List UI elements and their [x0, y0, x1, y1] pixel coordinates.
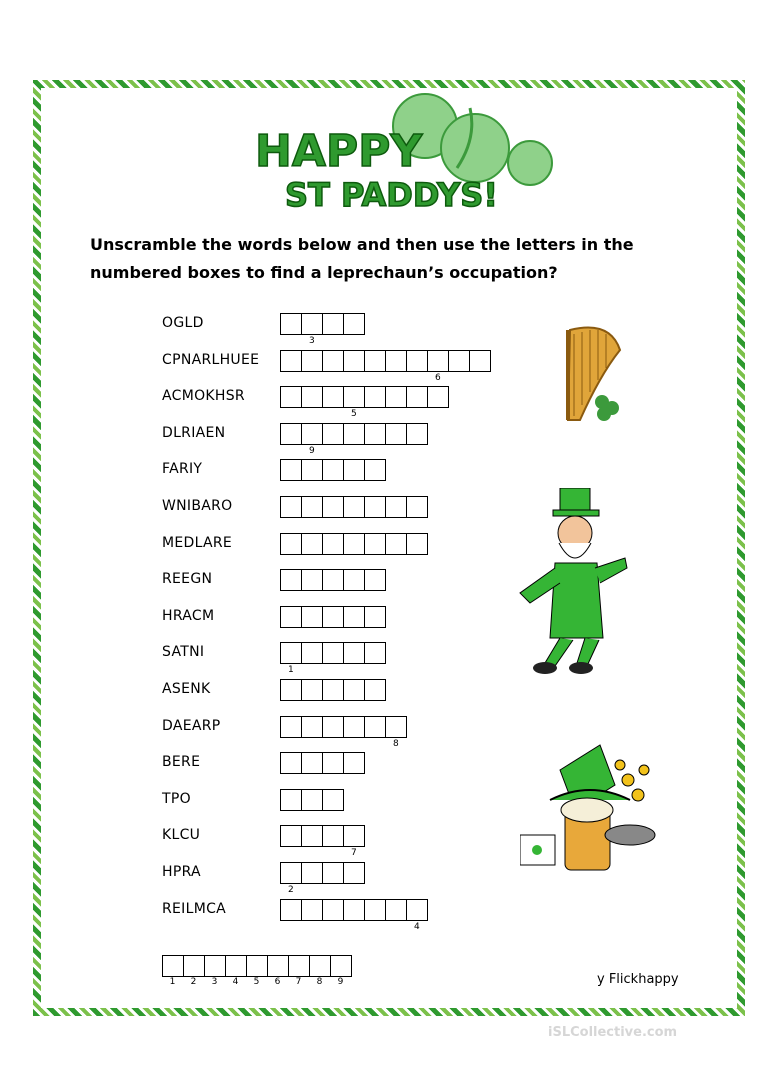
letter-box[interactable] — [469, 350, 491, 372]
letter-box-row — [280, 642, 385, 664]
letter-box[interactable] — [364, 642, 386, 664]
letter-box[interactable] — [343, 899, 365, 921]
letter-box[interactable] — [322, 642, 344, 664]
letter-box[interactable] — [280, 496, 302, 518]
letter-box[interactable] — [343, 716, 365, 738]
box-number: 1 — [288, 665, 294, 675]
letter-box[interactable] — [322, 899, 344, 921]
letter-box[interactable] — [364, 386, 386, 408]
letter-box[interactable] — [322, 569, 344, 591]
scrambled-word: REILMCA — [162, 901, 227, 917]
letter-box[interactable] — [322, 789, 344, 811]
answer-boxes — [162, 955, 351, 977]
instructions-line1: Unscramble the words below and then use the letters in the — [90, 235, 634, 254]
letter-box[interactable] — [301, 606, 323, 628]
letter-box[interactable] — [343, 313, 365, 335]
letter-box[interactable] — [343, 752, 365, 774]
letter-box[interactable] — [280, 899, 302, 921]
letter-box-row — [280, 606, 385, 628]
letter-box[interactable] — [301, 313, 323, 335]
letter-box-row — [280, 459, 385, 481]
letter-box-row — [280, 789, 343, 811]
scrambled-word: MEDLARE — [162, 535, 233, 551]
letter-box[interactable] — [364, 459, 386, 481]
answer-number: 6 — [274, 977, 281, 987]
answer-number: 2 — [190, 977, 197, 987]
letter-box[interactable] — [364, 350, 386, 372]
letter-box[interactable] — [322, 386, 344, 408]
photo-credit: y Flickhappy — [597, 972, 679, 987]
letter-box[interactable] — [301, 825, 323, 847]
scrambled-word: ACMOKHSR — [162, 388, 245, 404]
scrambled-word: ASENK — [162, 681, 211, 697]
letter-box[interactable] — [343, 350, 365, 372]
box-number: 4 — [414, 922, 420, 932]
letter-box[interactable] — [280, 606, 302, 628]
letter-box-row — [280, 679, 385, 701]
letter-box[interactable] — [364, 533, 386, 555]
harp-picture — [550, 320, 630, 430]
answer-box[interactable] — [162, 955, 184, 977]
letter-box[interactable] — [385, 716, 407, 738]
watermark: iSLCollective.com — [548, 1025, 678, 1040]
letter-box[interactable] — [385, 899, 407, 921]
letter-box[interactable] — [322, 752, 344, 774]
scrambled-word: FARIY — [162, 461, 203, 477]
letter-box-row — [280, 423, 427, 445]
letter-box[interactable] — [301, 459, 323, 481]
letter-box[interactable] — [280, 789, 302, 811]
answer-box[interactable] — [267, 955, 289, 977]
letter-box[interactable] — [301, 752, 323, 774]
box-number: 7 — [351, 848, 357, 858]
letter-box-row — [280, 386, 448, 408]
letter-box[interactable] — [364, 899, 386, 921]
instructions — [90, 231, 650, 287]
letter-box-row — [280, 752, 364, 774]
letter-box[interactable] — [322, 716, 344, 738]
letter-box-row — [280, 496, 427, 518]
scrambled-word: HPRA — [162, 864, 201, 880]
scrambled-word: REEGN — [162, 571, 213, 587]
letter-box[interactable] — [343, 569, 365, 591]
letter-box[interactable] — [427, 386, 449, 408]
scrambled-word: CPNARLHUEE — [162, 352, 260, 368]
letter-box[interactable] — [427, 350, 449, 372]
letter-box[interactable] — [301, 899, 323, 921]
letter-box[interactable] — [322, 459, 344, 481]
answer-number: 5 — [253, 977, 260, 987]
letter-box[interactable] — [301, 533, 323, 555]
letter-box[interactable] — [301, 679, 323, 701]
scrambled-word: BERE — [162, 754, 201, 770]
box-number: 6 — [435, 373, 441, 383]
letter-box[interactable] — [406, 533, 428, 555]
answer-box[interactable] — [309, 955, 331, 977]
answer-box[interactable] — [330, 955, 352, 977]
answer-number: 3 — [211, 977, 218, 987]
letter-box[interactable] — [343, 679, 365, 701]
scrambled-word: TPO — [162, 791, 191, 807]
letter-box[interactable] — [343, 386, 365, 408]
letter-box[interactable] — [406, 423, 428, 445]
letter-box[interactable] — [280, 569, 302, 591]
answer-numbers — [162, 977, 351, 987]
letter-box[interactable] — [280, 350, 302, 372]
box-number: 3 — [309, 336, 315, 346]
answer-box[interactable] — [246, 955, 268, 977]
answer-box[interactable] — [225, 955, 247, 977]
letter-box[interactable] — [406, 496, 428, 518]
letter-box[interactable] — [364, 606, 386, 628]
letter-box-row — [280, 313, 364, 335]
letter-box[interactable] — [385, 423, 407, 445]
letter-box[interactable] — [364, 569, 386, 591]
letter-box[interactable] — [322, 423, 344, 445]
letter-box[interactable] — [322, 313, 344, 335]
logo-line1: HAPPY — [255, 126, 423, 177]
letter-box[interactable] — [280, 752, 302, 774]
letter-box[interactable] — [301, 642, 323, 664]
scrambled-word: DAEARP — [162, 718, 221, 734]
letter-box[interactable] — [364, 496, 386, 518]
letter-box[interactable] — [280, 313, 302, 335]
letter-box[interactable] — [322, 825, 344, 847]
letter-box-row — [280, 862, 364, 884]
letter-box-row — [280, 533, 427, 555]
letter-box[interactable] — [301, 789, 323, 811]
hat-beer-gold-picture — [520, 740, 660, 880]
letter-box[interactable] — [301, 350, 323, 372]
letter-box[interactable] — [406, 899, 428, 921]
scrambled-word: WNIBARO — [162, 498, 233, 514]
letter-box[interactable] — [385, 533, 407, 555]
letter-box[interactable] — [343, 642, 365, 664]
scrambled-word: DLRIAEN — [162, 425, 226, 441]
answer-box[interactable] — [204, 955, 226, 977]
letter-box[interactable] — [280, 459, 302, 481]
letter-box-row — [280, 899, 427, 921]
letter-box[interactable] — [301, 423, 323, 445]
logo-line2: ST PADDYS! — [285, 176, 498, 214]
letter-box[interactable] — [280, 679, 302, 701]
letter-box[interactable] — [322, 350, 344, 372]
letter-box[interactable] — [301, 386, 323, 408]
letter-box[interactable] — [322, 496, 344, 518]
letter-box[interactable] — [280, 533, 302, 555]
letter-box-row — [280, 825, 364, 847]
happy-st-paddys-logo — [245, 88, 555, 216]
letter-box[interactable] — [385, 386, 407, 408]
letter-box[interactable] — [301, 862, 323, 884]
letter-box[interactable] — [364, 679, 386, 701]
scrambled-word: SATNI — [162, 644, 205, 660]
box-number: 9 — [309, 446, 315, 456]
letter-box[interactable] — [301, 496, 323, 518]
letter-box[interactable] — [343, 825, 365, 847]
scrambled-word: KLCU — [162, 827, 201, 843]
letter-box[interactable] — [280, 386, 302, 408]
letter-box[interactable] — [385, 350, 407, 372]
letter-box[interactable] — [322, 679, 344, 701]
instructions-line2: numbered boxes to find a leprechaun’s occupation? — [90, 263, 558, 282]
answer-box[interactable] — [183, 955, 205, 977]
answer-number: 1 — [169, 977, 176, 987]
letter-box[interactable] — [406, 386, 428, 408]
box-number: 5 — [351, 409, 357, 419]
letter-box-row — [280, 569, 385, 591]
letter-box[interactable] — [364, 423, 386, 445]
box-number: 8 — [393, 739, 399, 749]
letter-box[interactable] — [343, 496, 365, 518]
box-number: 2 — [288, 885, 294, 895]
letter-box[interactable] — [301, 716, 323, 738]
letter-box[interactable] — [280, 642, 302, 664]
answer-number: 4 — [232, 977, 239, 987]
letter-box[interactable] — [448, 350, 470, 372]
leprechaun-picture — [515, 488, 635, 683]
letter-box[interactable] — [343, 606, 365, 628]
scrambled-word: OGLD — [162, 315, 204, 331]
letter-box[interactable] — [322, 533, 344, 555]
letter-box[interactable] — [280, 716, 302, 738]
letter-box[interactable] — [385, 496, 407, 518]
letter-box[interactable] — [343, 459, 365, 481]
letter-box[interactable] — [406, 350, 428, 372]
letter-box[interactable] — [343, 862, 365, 884]
answer-number: 9 — [337, 977, 344, 987]
letter-box[interactable] — [364, 716, 386, 738]
letter-box[interactable] — [322, 606, 344, 628]
letter-box[interactable] — [280, 825, 302, 847]
answer-number: 7 — [295, 977, 302, 987]
letter-box-row — [280, 716, 406, 738]
letter-box[interactable] — [343, 423, 365, 445]
scrambled-word: HRACM — [162, 608, 215, 624]
letter-box[interactable] — [280, 862, 302, 884]
letter-box-row — [280, 350, 490, 372]
letter-box[interactable] — [301, 569, 323, 591]
letter-box[interactable] — [280, 423, 302, 445]
answer-box[interactable] — [288, 955, 310, 977]
letter-box[interactable] — [343, 533, 365, 555]
answer-number: 8 — [316, 977, 323, 987]
letter-box[interactable] — [322, 862, 344, 884]
